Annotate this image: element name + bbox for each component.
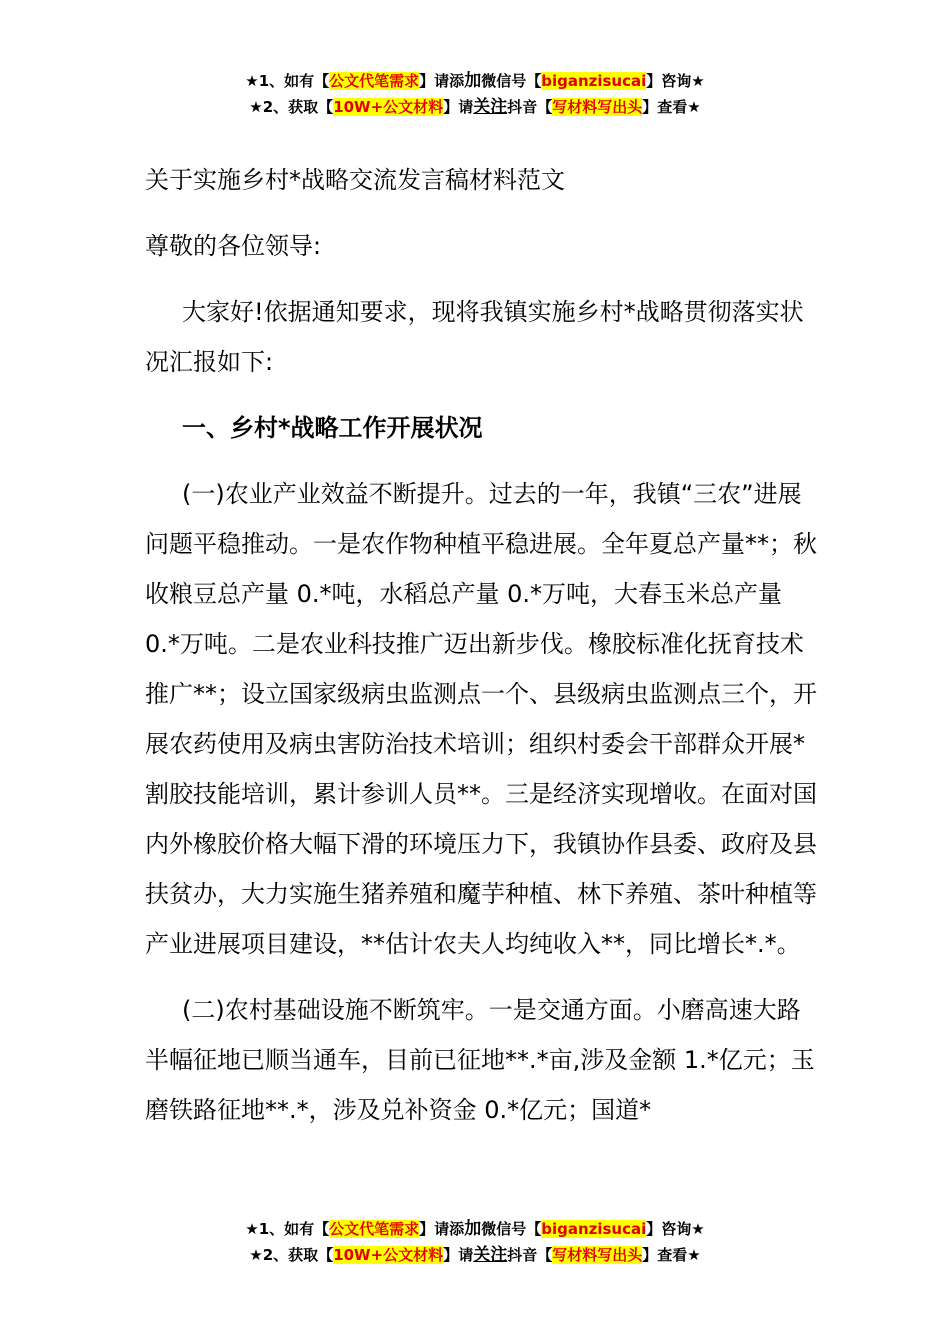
banner-highlight-service: 公文代笔需求 <box>329 1220 420 1238</box>
section-heading: 一、乡村*战略工作开展状况 <box>182 414 483 442</box>
document-body <box>145 155 817 1135</box>
banner-highlight-service: 公文代笔需求 <box>329 72 420 90</box>
banner-highlight-materials: 10W+公文材料 <box>333 98 444 116</box>
banner-line-1: ★1、如有【公文代笔需求】请添加微信号【biganzisucai】咨询★ <box>245 71 705 91</box>
intro-paragraph: 大家好!依据通知要求，现将我镇实施乡村*战略贯彻落实状况汇报如下: <box>145 298 804 376</box>
bottom-banner <box>0 1216 950 1268</box>
paragraph-agriculture: (一)农业产业效益不断提升。过去的一年，我镇“三农”进展问题平稳推动。一是农作物种植平稳进展。全年夏总产量**；秋收粮豆总产量 0.*吨，水稻总产量 0.*万吨，大春玉米总产量 0.*万吨。二是农业科技推广迈出新步伐。橡胶标准化抚育技术推广**；设立国家级病虫监测点一个、县级病虫监测点三个，开展农药使用及病虫害防治技术培训；组织村委会干部群众开展*割胶技能培训，累计参训人员**。三是经济实现增收。在面对国内外橡胶价格大幅下滑的环境压力下，我镇协作县委、政府及县扶贫办，大力实施生猪养殖和魔芋种植、林下养殖、茶叶种植等产业进展项目建设，**估计农夫人均纯收入**，同比增长*.*。 <box>145 480 817 958</box>
document-title: 关于实施乡村*战略交流发言稿材料范文 <box>145 166 565 194</box>
banner-douyin-account: 写材料写出头 <box>552 1246 643 1264</box>
banner-line-1: ★1、如有【公文代笔需求】请添加微信号【biganzisucai】咨询★ <box>245 1219 705 1239</box>
paragraph-infrastructure: (二)农村基础设施不断筑牢。一是交通方面。小磨高速大路半幅征地已顺当通车，目前已征地**.*亩,涉及金额 1.*亿元；玉磨铁路征地**.*，涉及兑补资金 0.*亿元；国道* <box>145 996 815 1124</box>
top-banner <box>0 68 950 120</box>
banner-highlight-materials: 10W+公文材料 <box>333 1246 444 1264</box>
banner-wechat-id: biganzisucai <box>541 72 647 90</box>
banner-line-2: ★2、获取【10W+公文材料】请关注抖音【写材料写出头】查看★ <box>249 97 701 117</box>
banner-line-2: ★2、获取【10W+公文材料】请关注抖音【写材料写出头】查看★ <box>249 1245 701 1265</box>
banner-douyin-account: 写材料写出头 <box>552 98 643 116</box>
banner-wechat-id: biganzisucai <box>541 1220 647 1238</box>
salutation: 尊敬的各位领导: <box>145 232 322 260</box>
